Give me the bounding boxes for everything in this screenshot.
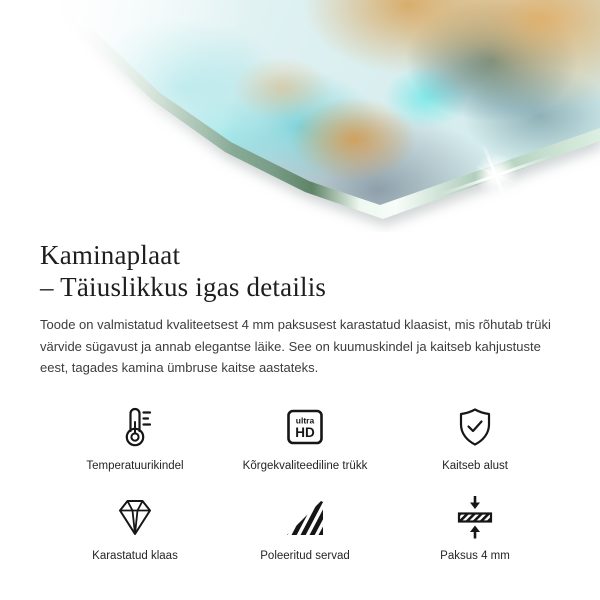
shield-check-icon <box>451 403 499 451</box>
thermometer-icon <box>111 403 159 451</box>
feature-item-thickness <box>390 493 560 562</box>
feature-item-tempered-glass <box>50 493 220 562</box>
product-description: Toode on valmistatud kvaliteetsest 4 mm paksusest karastatud klaasist, mis rõhutab trüki värvide sügavust ja annab elegantse läike. See on kuumuskindel ja kaitseb kahjustuste eest, tagades kamina ümbruse kaitse aastateks. <box>40 317 551 375</box>
feature-item-print-quality <box>220 403 390 472</box>
page-title-line2: – Täiuslikkus igas detailis <box>40 272 327 302</box>
page-title <box>40 239 570 303</box>
feature-item-protects-base <box>390 403 560 472</box>
feature-label: Kaitseb alust <box>442 459 508 472</box>
hero-product-photo <box>0 0 600 232</box>
thickness-arrows-icon <box>451 493 499 541</box>
feature-label: Karastatud klaas <box>92 549 178 562</box>
polished-edges-icon <box>281 493 329 541</box>
diamond-icon <box>111 493 159 541</box>
sparkle-icon <box>446 125 546 225</box>
page-title-line1: Kaminaplaat <box>40 240 181 270</box>
feature-label: Kõrgekvaliteediline trükk <box>242 459 368 472</box>
ultra-hd-icon-text-bottom: HD <box>295 424 315 440</box>
sparkle-glow <box>474 153 518 197</box>
product-info-section <box>0 239 600 562</box>
ultra-hd-icon-text-top: ultra <box>295 415 315 425</box>
feature-label: Temperatuurikindel <box>86 459 184 472</box>
features-grid <box>50 403 560 562</box>
feature-label: Paksus 4 mm <box>440 549 510 562</box>
feature-item-polished-edges <box>220 493 390 562</box>
feature-item-temperature <box>50 403 220 472</box>
feature-label: Poleeritud servad <box>260 549 350 562</box>
ultra-hd-icon <box>281 403 329 451</box>
